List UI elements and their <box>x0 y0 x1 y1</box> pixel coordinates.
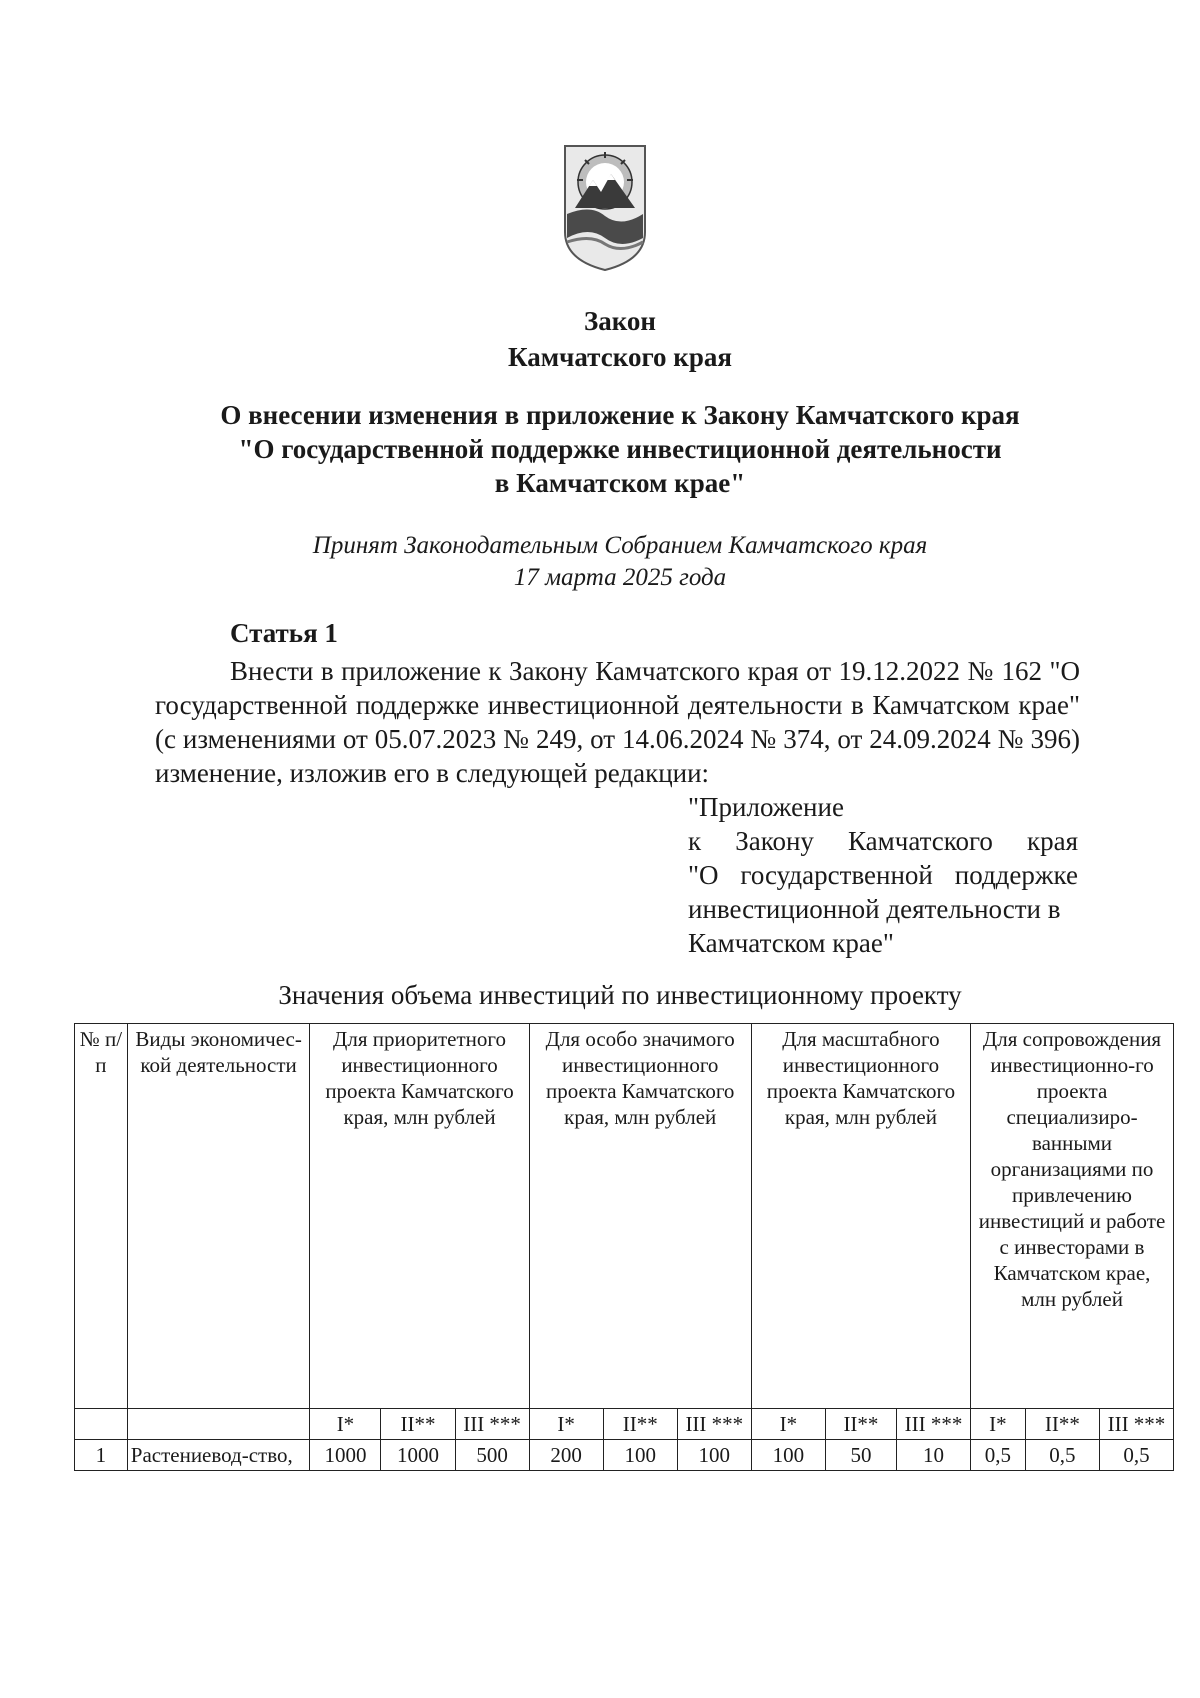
subheader-empty <box>75 1409 128 1440</box>
law-name-line: О внесении изменения в приложение к Закону Камчатского края <box>220 400 1020 430</box>
law-name <box>140 398 1100 500</box>
law-name-line: в Камчатском крае" <box>494 468 746 498</box>
subheader-cell: II** <box>381 1409 455 1440</box>
header-priority: Для приоритетного инвестиционного проекта Камчатского края, млн рублей <box>310 1024 529 1409</box>
subheader-cell: III *** <box>455 1409 529 1440</box>
header-large: Для масштабного инвестиционного проекта Камчатского края, млн рублей <box>751 1024 970 1409</box>
subheader-cell: II** <box>825 1409 896 1440</box>
value-cell: 10 <box>896 1440 970 1471</box>
table-subheader-row <box>75 1409 1174 1440</box>
subheader-cell: I* <box>751 1409 825 1440</box>
value-cell: 100 <box>751 1440 825 1471</box>
law-name-line: "О государственной поддержке инвестиционной деятельности <box>238 434 1002 464</box>
value-cell: 0,5 <box>971 1440 1026 1471</box>
subheader-cell: III *** <box>896 1409 970 1440</box>
law-title: Закон <box>583 306 656 336</box>
investment-table <box>74 1023 1174 1471</box>
value-cell: 0,5 <box>1099 1440 1173 1471</box>
subheader-cell: III *** <box>677 1409 751 1440</box>
adoption-date: 17 марта 2025 года <box>513 564 727 591</box>
adoption-line: Принят Законодательным Собранием Камчатского края <box>312 532 928 559</box>
subheader-cell: II** <box>603 1409 677 1440</box>
law-region: Камчатского края <box>508 342 732 372</box>
row-activity: Растениевод-ство, <box>127 1440 310 1471</box>
table-title: Значения объема инвестиций по инвестиционному проекту <box>278 980 962 1010</box>
header-activity: Виды экономичес-кой деятельности <box>127 1024 310 1409</box>
article-body: Внести в приложение к Закону Камчатского края от 19.12.2022 № 162 "О государственной поддержке инвестиционной деятельности в Камчатском крае" (с изменениями от 05.07.2023 № 249, от 14.06.2024 № 374, от 24.09.2024 № 396) изменение, изложив его в следующей редакции: <box>155 656 1080 788</box>
appendix-line: "Приложение <box>688 792 844 822</box>
subheader-cell: II** <box>1025 1409 1099 1440</box>
value-cell: 1000 <box>310 1440 381 1471</box>
subheader-cell: I* <box>310 1409 381 1440</box>
value-cell: 100 <box>603 1440 677 1471</box>
header-support: Для сопровождения инвестиционно-го проекта специализиро-ванными организациями по привлечению инвестиций и работе с инвесторами в Камчатском крае, млн рублей <box>971 1024 1174 1409</box>
subheader-cell: I* <box>529 1409 603 1440</box>
article-heading: Статья 1 <box>230 618 338 648</box>
value-cell: 0,5 <box>1025 1440 1099 1471</box>
value-cell: 1000 <box>381 1440 455 1471</box>
table-row <box>75 1440 1174 1471</box>
coat-of-arms-icon <box>561 142 649 272</box>
appendix-line: к Закону Камчатского края <box>688 826 1078 856</box>
value-cell: 50 <box>825 1440 896 1471</box>
table-header-row <box>75 1024 1174 1409</box>
appendix-line: инвестиционной деятельности в <box>688 894 1061 924</box>
subheader-cell: I* <box>971 1409 1026 1440</box>
subheader-empty <box>127 1409 310 1440</box>
adoption-note <box>140 530 1100 594</box>
header-significant: Для особо значимого инвестиционного проекта Камчатского края, млн рублей <box>529 1024 751 1409</box>
subheader-cell: III *** <box>1099 1409 1173 1440</box>
row-num: 1 <box>75 1440 128 1471</box>
appendix-line: "О государственной поддержке <box>688 860 1078 890</box>
value-cell: 200 <box>529 1440 603 1471</box>
value-cell: 100 <box>677 1440 751 1471</box>
value-cell: 500 <box>455 1440 529 1471</box>
appendix-line: Камчатском крае" <box>688 928 894 958</box>
header-num: № п/п <box>75 1024 128 1409</box>
appendix-reference <box>688 790 1078 960</box>
